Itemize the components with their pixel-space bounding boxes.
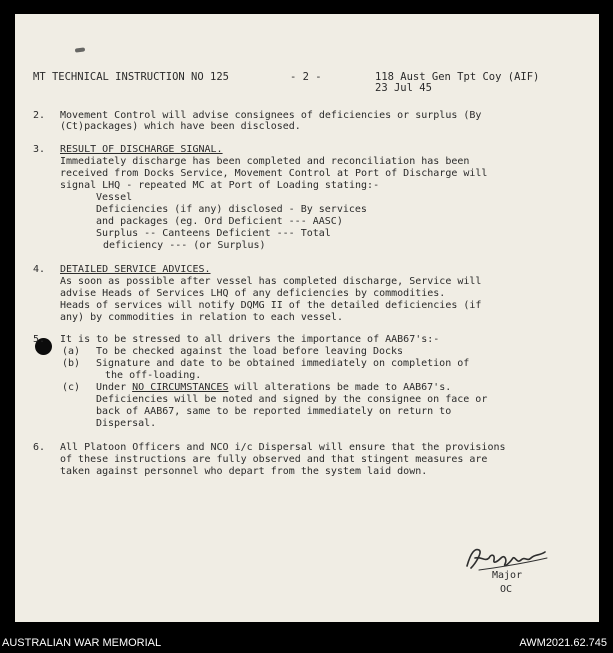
- archive-footer: [0, 634, 613, 653]
- para-2-line: (Ct)packages) which have been disclosed.: [60, 121, 301, 132]
- para-5-intro: It is to be stressed to all drivers the importance of AAB67's:-: [60, 334, 440, 345]
- para-3-line: Immediately discharge has been completed and reconciliation has been: [60, 156, 470, 167]
- archive-reference: AWM2021.62.745: [519, 637, 607, 649]
- document-date: 23 Jul 45: [375, 82, 432, 94]
- para-5-item-text: Signature and date to be obtained immediately on completion of: [96, 358, 470, 369]
- para-5-item-text: Dispersal.: [96, 418, 157, 429]
- para-4-number: 4.: [33, 264, 46, 275]
- para-6-number: 6.: [33, 442, 46, 453]
- handwritten-signature: [461, 540, 553, 574]
- para-3-list-item: Deficiencies (if any) disclosed - By services: [96, 204, 367, 215]
- para-3-line: signal LHQ - repeated MC at Port of Loading stating:-: [60, 180, 380, 191]
- para-4-line: Heads of services will notify DQMG II of the detailed deficiencies (if: [60, 300, 482, 311]
- page-number: - 2 -: [290, 71, 322, 83]
- para-3-list-item: deficiency --- (or Surplus): [103, 240, 266, 251]
- para-4-heading: DETAILED SERVICE ADVICES.: [60, 264, 211, 275]
- para-3-number: 3.: [33, 144, 46, 155]
- para-5-item-text: To be checked against the load before leaving Docks: [96, 346, 404, 357]
- para-5-c-emphasis: NO CIRCUMSTANCES: [132, 382, 229, 393]
- para-5-item-text: Deficiencies will be noted and signed by the consignee on face or: [96, 394, 488, 405]
- para-3-heading: RESULT OF DISCHARGE SIGNAL.: [60, 144, 223, 155]
- para-5-item-label: (a): [62, 346, 81, 357]
- para-5-number: 5.: [33, 334, 46, 345]
- para-5-item-label: (c): [62, 382, 81, 393]
- para-4-line: any) by commodities in relation to each vessel.: [60, 312, 343, 323]
- para-6-line: of these instructions are fully observed and that stingent measures are: [60, 454, 488, 465]
- para-5-item-text: back of AAB67, same to be reported immediately on return to: [96, 406, 452, 417]
- para-6-line: All Platoon Officers and NCO i/c Dispersal will ensure that the provisions: [60, 442, 506, 453]
- signatory-role: OC: [500, 584, 513, 595]
- archive-name: AUSTRALIAN WAR MEMORIAL: [2, 637, 162, 649]
- para-4-line: As soon as possible after vessel has completed discharge, Service will: [60, 276, 482, 287]
- para-5-item-c-line: [96, 382, 451, 394]
- document-body: [15, 14, 599, 622]
- para-6-line: taken against personnel who depart from the system laid down.: [60, 466, 428, 477]
- para-3-list-item: Vessel: [96, 192, 133, 203]
- instruction-title: MT TECHNICAL INSTRUCTION NO 125: [33, 71, 229, 83]
- para-2-line: Movement Control will advise consignees of deficiencies or surplus (By: [60, 110, 482, 121]
- para-4-line: advise Heads of Services LHQ of any deficiencies by commodities.: [60, 288, 446, 299]
- para-3-line: received from Docks Service, Movement Control at Port of Discharge will: [60, 168, 488, 179]
- para-3-list-item: Surplus -- Canteens Deficient --- Total: [96, 228, 331, 239]
- document-page: [15, 14, 599, 622]
- unit-name: 118 Aust Gen Tpt Coy (AIF): [375, 71, 540, 83]
- para-5-item-text: the off-loading.: [105, 370, 202, 381]
- para-2-number: 2.: [33, 110, 46, 121]
- para-5-c-pre: Under: [96, 382, 127, 393]
- para-5-c-post: will alterations be made to AAB67's.: [234, 382, 452, 393]
- para-5-item-label: (b): [62, 358, 81, 369]
- para-3-list-item: and packages (eg. Ord Deficient --- AASC): [96, 216, 343, 227]
- signatory-rank: Major: [492, 570, 523, 581]
